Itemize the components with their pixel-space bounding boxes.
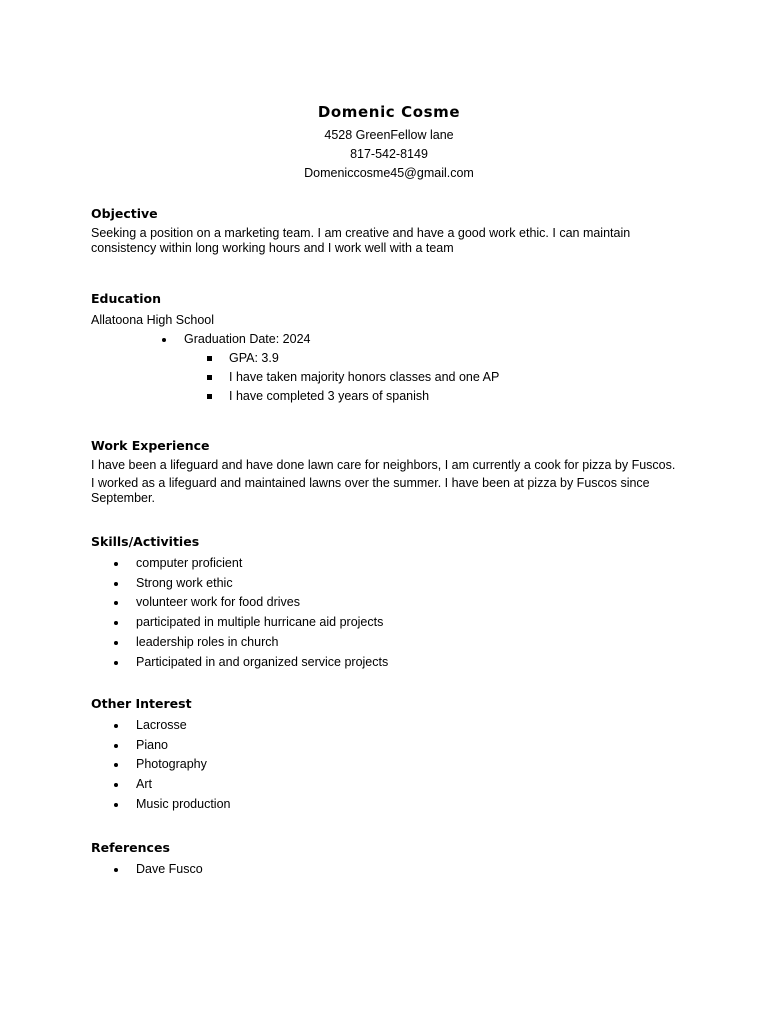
work-experience-paragraph: I worked as a lifeguard and maintained lawns over the summer. I have been at pizza by Fuscos since September. <box>91 476 650 505</box>
phone-number: 817-542-8149 <box>350 147 428 161</box>
references-heading: References <box>91 840 170 855</box>
education-list <box>91 330 691 406</box>
skills-heading: Skills/Activities <box>91 534 200 549</box>
interest-item: Art <box>91 775 691 795</box>
skill-item: Strong work ethic <box>91 574 691 594</box>
resume-header <box>0 103 768 183</box>
graduation-date <box>91 330 691 406</box>
interests-list <box>91 716 691 815</box>
graduation-date-text: Graduation Date: 2024 <box>184 332 311 346</box>
interest-item: Music production <box>91 795 691 815</box>
objective-section <box>91 206 691 256</box>
education-section <box>91 291 691 406</box>
skill-item: leadership roles in church <box>91 633 691 653</box>
email-address: Domeniccosme45@gmail.com <box>304 166 474 180</box>
references-list <box>91 860 691 880</box>
skills-list <box>91 554 691 672</box>
objective-text: Seeking a position on a marketing team. I am creative and have a good work ethic. I can maintain consistency within long working hours and I work well with a team <box>91 226 631 255</box>
education-detail-item: GPA: 3.9 <box>91 349 691 368</box>
education-detail-item: I have completed 3 years of spanish <box>91 387 691 406</box>
address: 4528 GreenFellow lane <box>324 128 454 142</box>
education-heading: Education <box>91 291 161 306</box>
skill-item: Participated in and organized service projects <box>91 653 691 673</box>
interest-item: Photography <box>91 755 691 775</box>
interests-section <box>91 696 691 815</box>
reference-item: Dave Fusco <box>91 860 691 880</box>
work-experience-section <box>91 438 691 506</box>
education-details-list <box>91 349 691 406</box>
education-detail-item: I have taken majority honors classes and one AP <box>91 368 691 387</box>
skills-section <box>91 534 691 672</box>
references-section <box>91 840 691 880</box>
objective-heading: Objective <box>91 206 158 221</box>
skill-item: participated in multiple hurricane aid projects <box>91 613 691 633</box>
applicant-name: Domenic Cosme <box>317 103 461 121</box>
work-experience-heading: Work Experience <box>91 438 210 453</box>
school-name: Allatoona High School <box>91 313 214 327</box>
interest-item: Piano <box>91 736 691 756</box>
skill-item: volunteer work for food drives <box>91 593 691 613</box>
interest-item: Lacrosse <box>91 716 691 736</box>
skill-item: computer proficient <box>91 554 691 574</box>
work-experience-paragraph: I have been a lifeguard and have done lawn care for neighbors, I am currently a cook for pizza by Fuscos. <box>91 458 676 472</box>
interests-heading: Other Interest <box>91 696 192 711</box>
